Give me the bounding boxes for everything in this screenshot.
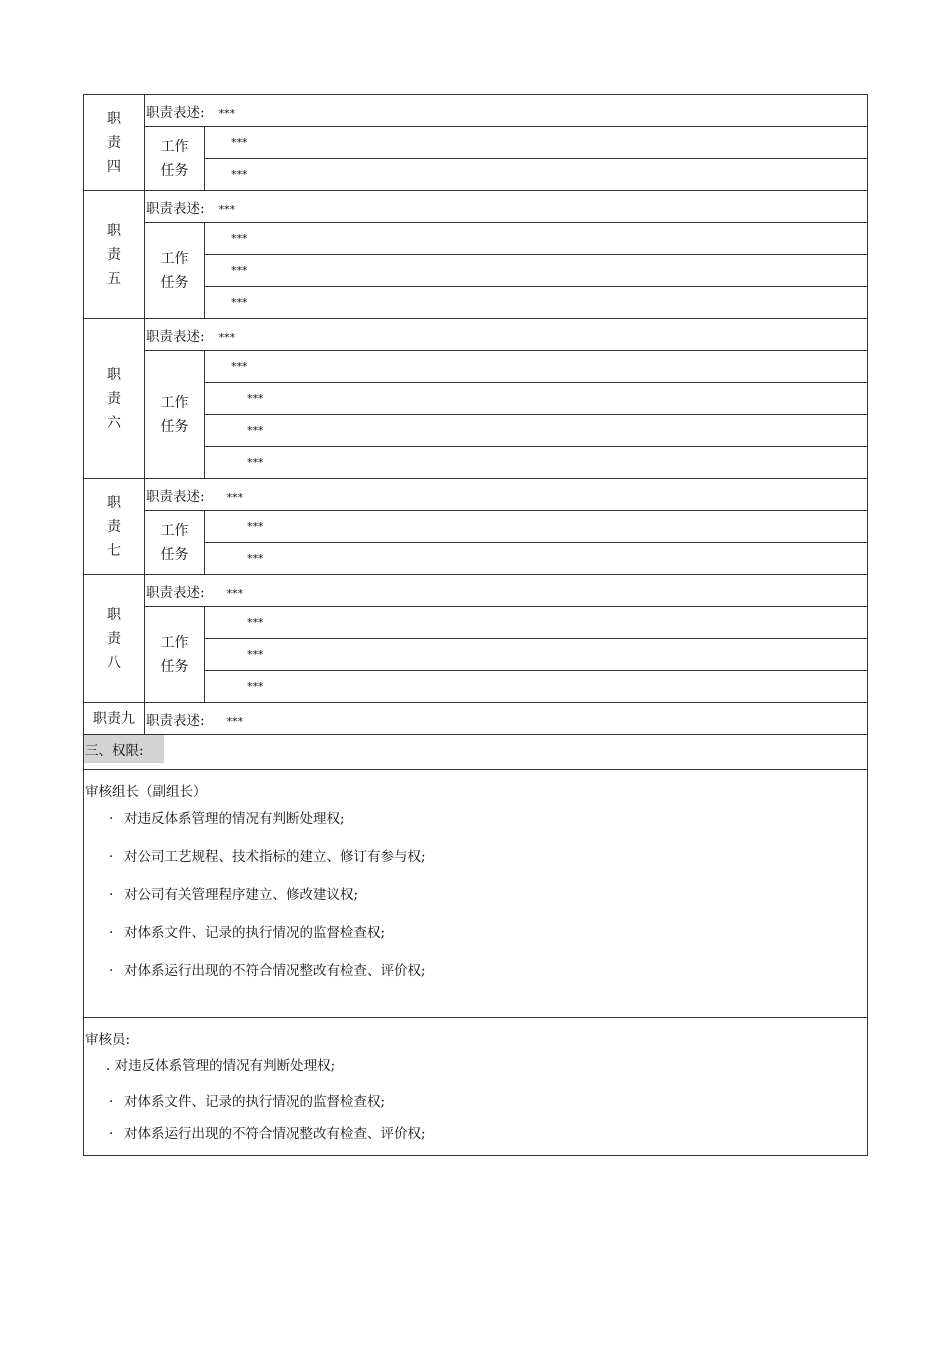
duty-4-label: 职 责 四 — [84, 95, 145, 191]
duty-7-desc-row — [84, 479, 868, 511]
bullet-icon: · — [109, 1126, 114, 1142]
duty-5-desc-row — [84, 191, 868, 223]
duty-6-label: 职 责 六 — [84, 319, 145, 479]
duty-9-desc-value: *** — [226, 714, 244, 728]
authority-heading: 三、权限: — [84, 735, 164, 763]
auditor-permission-list — [84, 1048, 867, 1148]
auditor-title: 审核员: — [85, 1032, 131, 1048]
bullet-icon: · — [109, 887, 114, 903]
duty-5-desc-value: *** — [218, 202, 236, 216]
duty-8-task: *** — [205, 607, 868, 639]
duty-4-task: *** — [205, 127, 868, 159]
duty-4-desc-label: 职责表述: — [146, 104, 205, 121]
duty-8-desc-row — [84, 575, 868, 607]
bullet-icon: · — [109, 1094, 114, 1110]
list-item: · 对公司有关管理程序建立、修改建议权; — [84, 876, 867, 914]
duty-4-desc-row — [84, 95, 868, 127]
duty-6-desc-row — [84, 319, 868, 351]
duty-8-task-label: 工作 任务 — [145, 607, 205, 703]
list-item: . 对违反体系管理的情况有判断处理权; — [106, 1058, 336, 1074]
duty-9-desc-label: 职责表述: — [146, 712, 205, 729]
list-item: · 对体系运行出现的不符合情况整改有检查、评价权; — [84, 952, 867, 990]
duty-9-row — [84, 703, 868, 735]
duty-7-task: *** — [205, 511, 868, 543]
duty-5-task: *** — [205, 255, 868, 287]
duty-8-task: *** — [205, 671, 868, 703]
bullet-icon: · — [109, 963, 114, 979]
list-item: · 对体系文件、记录的执行情况的监督检查权; — [84, 914, 867, 952]
duty-8-desc-label: 职责表述: — [146, 584, 205, 601]
duty-5-task-label: 工作 任务 — [145, 223, 205, 319]
duty-9-label: 职责九 — [84, 703, 145, 735]
duty-6-task-label: 工作 任务 — [145, 351, 205, 479]
duty-4-task-label: 工作 任务 — [145, 127, 205, 191]
group-leader-title: 审核组长（副组长） — [85, 784, 207, 800]
group-leader-permission-list — [84, 800, 867, 990]
duty-8-label: 职 责 八 — [84, 575, 145, 703]
duty-7-task: *** — [205, 543, 868, 575]
duty-7-task-label: 工作 任务 — [145, 511, 205, 575]
list-item: · 对违反体系管理的情况有判断处理权; — [84, 800, 867, 838]
duty-7-desc-label: 职责表述: — [146, 488, 205, 505]
bullet-icon: · — [109, 849, 114, 865]
duty-7-desc-value: *** — [226, 490, 244, 504]
list-item: · 对公司工艺规程、技术指标的建立、修订有参与权; — [84, 838, 867, 876]
duty-4-task-row — [84, 127, 868, 159]
duty-4-desc-value: *** — [218, 106, 236, 120]
group-leader-permissions-row — [84, 770, 868, 1018]
duty-4-task: *** — [205, 159, 868, 191]
duty-6-task: *** — [205, 383, 868, 415]
duty-5-desc-label: 职责表述: — [146, 200, 205, 217]
duty-7-task-row — [84, 511, 868, 543]
list-item: · 对体系运行出现的不符合情况整改有检查、评价权; — [84, 1120, 867, 1148]
bullet-icon: · — [109, 811, 114, 827]
duty-7-label: 职 责 七 — [84, 479, 145, 575]
duty-5-label: 职 责 五 — [84, 191, 145, 319]
duty-5-task: *** — [205, 287, 868, 319]
list-item: · 对体系文件、记录的执行情况的监督检查权; — [84, 1084, 867, 1120]
duty-8-task-row — [84, 607, 868, 639]
duty-6-task: *** — [205, 415, 868, 447]
auditor-permissions-row — [84, 1018, 868, 1156]
responsibility-table — [83, 94, 868, 1156]
duty-6-task-row — [84, 351, 868, 383]
duty-8-task: *** — [205, 639, 868, 671]
duty-6-task: *** — [205, 351, 868, 383]
duty-5-task: *** — [205, 223, 868, 255]
duty-5-task-row — [84, 223, 868, 255]
duty-6-desc-label: 职责表述: — [146, 328, 205, 345]
duty-8-desc-value: *** — [226, 586, 244, 600]
bullet-icon: · — [109, 925, 114, 941]
authority-heading-row — [84, 735, 868, 770]
duty-6-task: *** — [205, 447, 868, 479]
duty-6-desc-value: *** — [218, 330, 236, 344]
